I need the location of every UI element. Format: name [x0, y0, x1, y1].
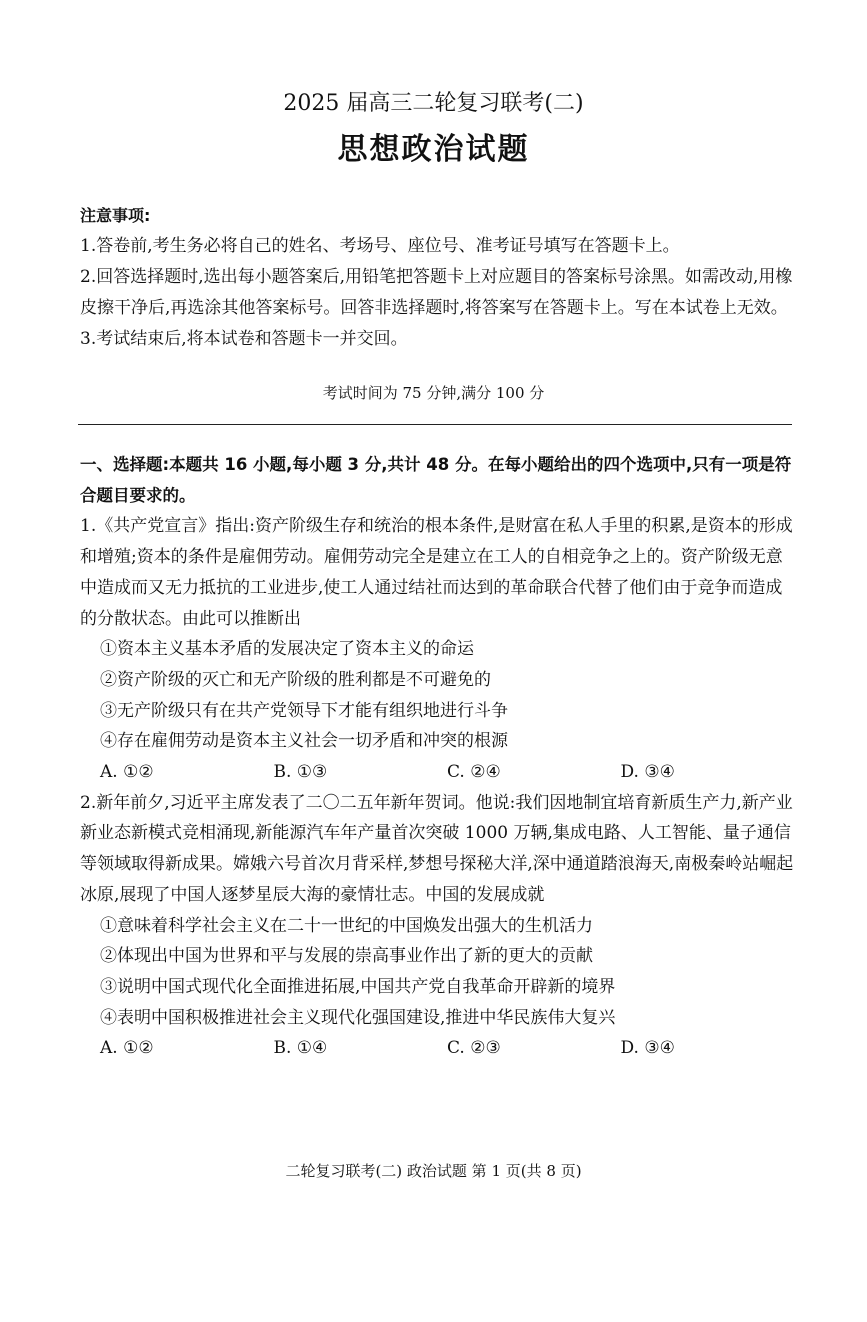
divider	[78, 424, 792, 425]
statement-item: ①资本主义基本矛盾的发展决定了资本主义的命运	[100, 639, 474, 660]
question-stem: 2.新年前夕,习近平主席发表了二〇二五年新年贺词。他说:我们因地制宜培育新质生产力,新产业新业态新模式竞相涌现,新能源汽车年产量首次突破 1000 万辆,集成电路、人工智能、量子通信等领域取得新成果。嫦娥六号首次月背采样,梦想号探秘大洋,深中通道踏浪海天,南极秦岭站崛起冰原,展现了中国人逐梦星辰大海的豪情壮志。中国的发展成就	[80, 792, 794, 905]
statement-item: ①意味着科学社会主义在二十一世纪的中国焕发出强大的生机活力	[100, 915, 593, 936]
notes-item: 3.考试结束后,将本试卷和答题卡一并交回。	[80, 329, 408, 349]
question-1	[80, 511, 794, 787]
option-d: D. ③④	[620, 1038, 675, 1059]
question-stem: 1.《共产党宣言》指出:资产阶级生存和统治的根本条件,是财富在私人手里的积累,是资本的形成和增殖;资本的条件是雇佣劳动。雇佣劳动完全是建立在工人的自相竞争之上的。资产阶级无意中造成而又无力抵抗的工业进步,使工人通过结社而达到的革命联合代替了他们由于竞争而造成的分散状态。由此可以推断出	[80, 516, 793, 629]
statement-item: ④表明中国积极推进社会主义现代化强国建设,推进中华民族伟大复兴	[100, 1007, 616, 1028]
answer-options	[80, 1033, 794, 1064]
exam-title: 2025 届高三二轮复习联考(二)	[283, 91, 584, 116]
option-a: A. ①②	[100, 762, 154, 783]
option-d: D. ③④	[620, 762, 675, 783]
statement-item: ②体现出中国为世界和平与发展的崇高事业作出了新的更大的贡献	[100, 946, 593, 967]
page-footer: 二轮复习联考(二) 政治试题 第 1 页(共 8 页)	[285, 1162, 582, 1180]
option-b: B. ①④	[273, 1038, 328, 1059]
question-2	[80, 788, 794, 1064]
option-a: A. ①②	[100, 1038, 154, 1059]
notes-item: 2.回答选择题时,选出每小题答案后,用铅笔把答题卡上对应题目的答案标号涂黑。如需改动,用橡皮擦干净后,再选涂其他答案标号。回答非选择题时,将答案写在答题卡上。写在本试卷上无效。	[80, 267, 793, 318]
statement-item: ②资产阶级的灭亡和无产阶级的胜利都是不可避免的	[100, 669, 491, 690]
statement-item: ③说明中国式现代化全面推进拓展,中国共产党自我革命开辟新的境界	[100, 976, 616, 997]
statement-item: ③无产阶级只有在共产党领导下才能有组织地进行斗争	[100, 700, 508, 721]
option-b: B. ①③	[273, 762, 328, 783]
exam-time: 考试时间为 75 分钟,满分 100 分	[322, 384, 545, 402]
option-c: C. ②③	[447, 1038, 501, 1059]
option-c: C. ②④	[447, 762, 501, 783]
section-heading: 一、选择题:本题共 16 小题,每小题 3 分,共计 48 分。在每小题给出的四个选项中,只有一项是符合题目要求的。	[80, 455, 792, 505]
statement-item: ④存在雇佣劳动是资本主义社会一切矛盾和冲突的根源	[100, 731, 508, 752]
subject-title: 思想政治试题	[337, 132, 530, 167]
question-body	[80, 450, 794, 1064]
notes-block	[80, 200, 800, 355]
notes-item: 1.答卷前,考生务必将自己的姓名、考场号、座位号、准考证号填写在答题卡上。	[80, 236, 680, 256]
notes-heading: 注意事项:	[80, 206, 151, 225]
answer-options	[80, 757, 794, 788]
